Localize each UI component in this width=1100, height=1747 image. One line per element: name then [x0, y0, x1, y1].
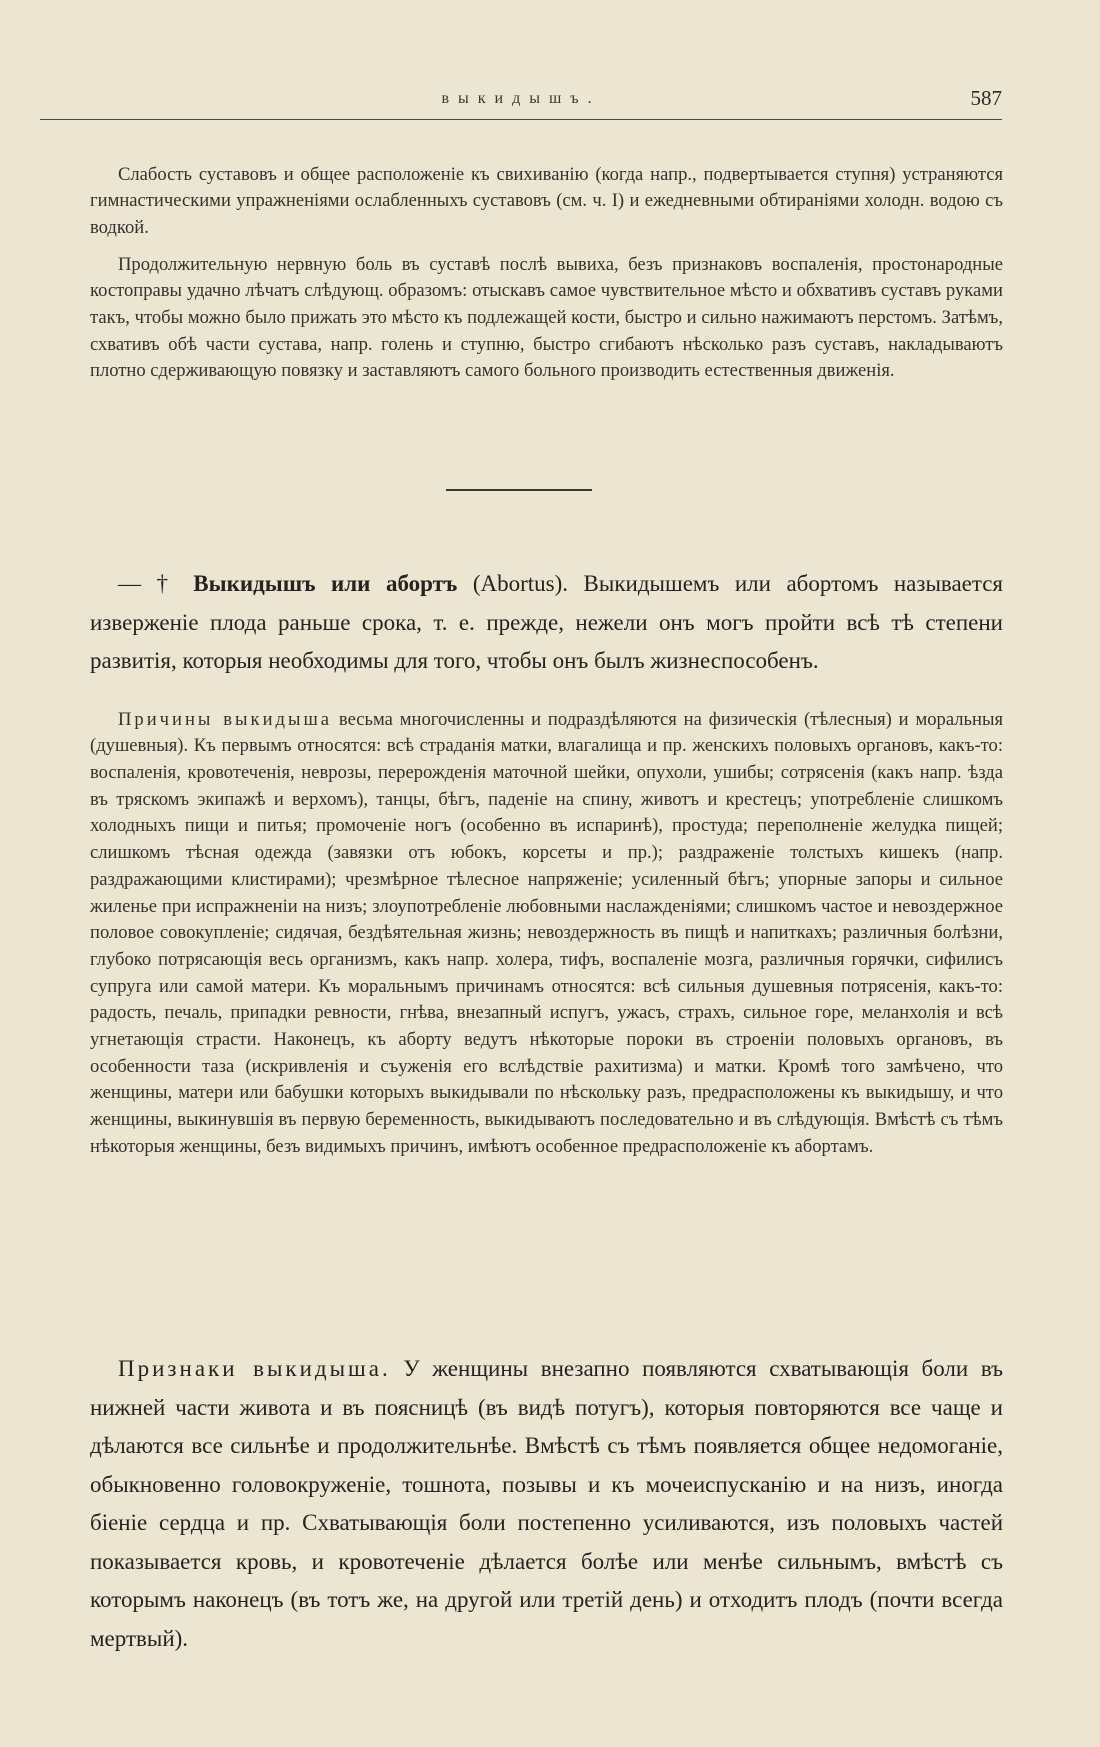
- entry-term-latin: (Abortus).: [457, 571, 569, 596]
- running-title: выкидышъ.: [441, 90, 601, 107]
- causes-heading: Причины выкидыша: [118, 708, 333, 730]
- paragraph-causes: [90, 707, 1003, 1161]
- page-number: 587: [970, 86, 1002, 110]
- paragraph-folk-bonesetters: Продолжительную нервную боль въ суставѣ послѣ вывиха, безъ признаковъ воспаленія, простонародные костоправы удачно лѣчатъ слѣдующ. образомъ: отыскавъ самое чувствительное мѣсто и обхвативъ суставъ руками такъ, чтобы можно было прижать это мѣсто къ подлежащей кости, быстро и сильно нажимаютъ перстомъ. Затѣмъ, схвативъ обѣ части сустава, напр. голень и ступню, быстро сгибаютъ нѣсколько разъ суставъ, накладываютъ плотно сдерживающую повязку и заставляютъ самого больного производить естественныя движенія.: [90, 253, 1003, 382]
- entry-term: Выкидышъ или абортъ: [193, 571, 458, 596]
- page-header: [40, 84, 1002, 118]
- paragraph-symptoms: [90, 1350, 1003, 1658]
- entry-miscarriage-definition: [90, 565, 1003, 681]
- section-divider: [446, 489, 592, 491]
- paragraph-joint-weakness: Слабость суставовъ и общее расположеніе къ свихиванію (когда напр., подвертывается ступня) устраняются гимнастическими упражненіями ослабленныхъ суставовъ (см. ч. I) и ежедневными обтираніями холодн. водою съ водкой.: [90, 163, 1003, 238]
- entry-dash-cross: — †: [118, 571, 194, 596]
- header-rule: [40, 119, 1002, 120]
- symptoms-heading: Признаки выкидыша.: [118, 1356, 391, 1381]
- causes-body: весьма многочисленны и подраздѣляются на физическія (тѣлесныя) и моральныя (душевныя). Къ первымъ относятся: всѣ страданія матки, влагалища и пр. женскихъ половыхъ органовъ, какъ-то: воспаленія, кровотеченія, неврозы, перерожденія маточной шейки, опухоли, ушибы; сотрясенія (какъ напр. ѣзда въ тряскомъ экипажѣ и верхомъ), танцы, бѣгъ, паденіе на спину, животъ и крестецъ; употребленіе слишкомъ холодныхъ пищи и питья; промоченіе ногъ (особенно въ испаринѣ), простуда; переполненіе желудка пищей; слишкомъ тѣсная одежда (завязки отъ юбокъ, корсеты и пр.); раздраженіе толстыхъ кишекъ (напр. раздражающими клистирами); чрезмѣрное тѣлесное напряженіе; усиленный бѣгъ; упорные запоры и сильное жиленье при испражненіи на низъ; злоупотребленіе любовными наслажденіями; слишкомъ частое и невоздержное половое совокупленіе; сидячая, бездѣятельная жизнь; невоздержность въ пищѣ и напиткахъ; различныя болѣзни, глубоко потрясающія весь организмъ, какъ напр. холера, тифъ, воспаленіе мозга, различныя горячки, сифилисъ супруга или самой матери. Къ моральнымъ причинамъ относятся: всѣ сильныя душевныя потрясенія, какъ-то: радость, печаль, припадки ревности, гнѣва, внезапный испугъ, ужасъ, страхъ, сильное горе, меланхолія и всѣ угнетающія страсти. Наконецъ, къ аборту ведутъ нѣкоторые пороки въ строеніи половыхъ органовъ, въ особенности таза (искривленія и съуженія его вслѣдствіе рахитизма) и матки. Кромѣ того замѣчено, что женщины, матери или бабушки которыхъ выкидывали по нѣскольку разъ, предрасположены къ выкидышу, и что женщины, выкинувшія въ первую беременность, выкидываютъ последовательно и въ слѣдующія. Вмѣстѣ съ тѣмъ нѣкоторыя женщины, безъ видимыхъ причинъ, имѣютъ особенное предрасположеніе къ абортамъ.: [90, 708, 1003, 1157]
- symptoms-body: У женщины внезапно появляются схватывающія боли въ нижней части живота и въ поясницѣ (въ видѣ потугъ), которыя повторяются все чаще и дѣлаются все сильнѣе и продолжительнѣе. Вмѣстѣ съ тѣмъ появляется общее недомоганіе, обыкновенно головокруженіе, тошнота, позывы и къ мочеиспусканію и на низъ, иногда біеніе сердца и пр. Схватывающія боли постепенно усиливаются, изъ половыхъ частей показывается кровь, и кровотеченіе дѣлается болѣе или менѣе сильнымъ, вмѣстѣ съ которымъ наконецъ (въ тотъ же, на другой или третій день) и отходитъ плодъ (почти всегда мертвый).: [90, 1356, 1004, 1651]
- entry-definition: Выкидышемъ или абортомъ называется изверженіе плода раньше срока, т. е. прежде, нежели онъ могъ пройти всѣ тѣ степени развитія, которыя необходимы для того, чтобы онъ былъ жизнеспособенъ.: [90, 571, 1003, 673]
